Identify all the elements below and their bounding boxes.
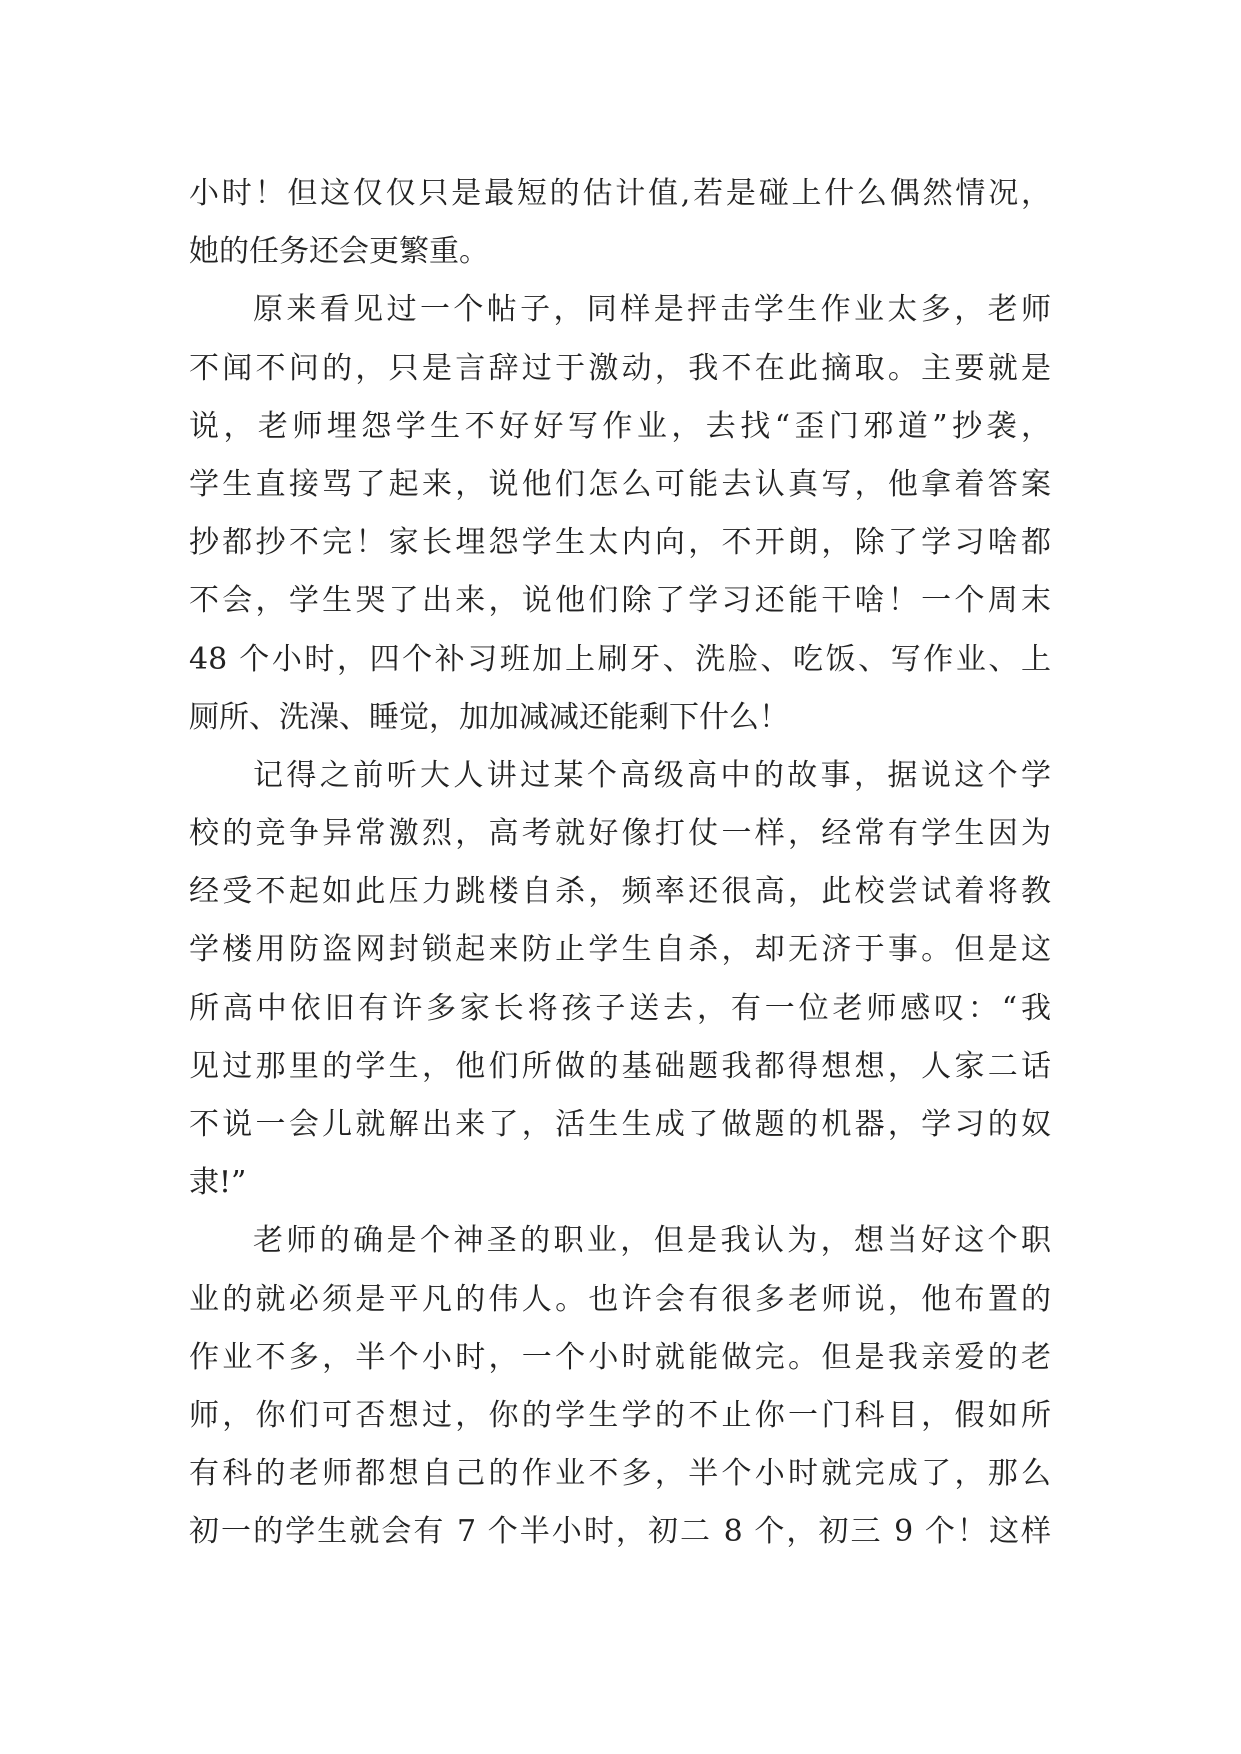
text-line: 小时！但这仅仅只是最短的估计值,若是碰上什么偶然情况， xyxy=(189,176,1051,211)
text-line: 48 个小时，四个补习班加上刷牙、洗脸、吃饭、写作业、上 xyxy=(189,641,1051,677)
text-line: 不说一会儿就解出来了，活生生成了做题的机器，学习的奴 xyxy=(189,1107,1051,1142)
paragraph-continued xyxy=(189,165,1051,281)
text-line: 见过那里的学生，他们所做的基础题我都得想想，人家二话 xyxy=(189,1048,1051,1084)
text-line: 经受不起如此压力跳楼自杀，频率还很高，此校尝试着将教 xyxy=(189,874,1051,910)
text-line: 不会，学生哭了出来，说他们除了学习还能干啥！一个周末 xyxy=(189,583,1051,619)
paragraph-teacher-profession xyxy=(189,1212,1051,1561)
text-line: 说，老师埋怨学生不好好写作业，去找“歪门邪道”抄袭， xyxy=(189,408,1051,444)
text-line: 不闻不问的，只是言辞过于激动，我不在此摘取。主要就是 xyxy=(189,350,1051,386)
paragraph-homework-post xyxy=(189,281,1051,747)
text-line: 师，你们可否想过，你的学生学的不止你一门科目，假如所 xyxy=(189,1397,1051,1433)
text-line: 她的任务还会更繁重。 xyxy=(189,234,489,270)
text-line: 记得之前听大人讲过某个高级高中的故事，据说这个学 xyxy=(253,757,1051,793)
text-line: 所高中依旧有许多家长将孩子送去，有一位老师感叹：“我 xyxy=(189,990,1051,1026)
text-line: 隶!” xyxy=(189,1165,247,1201)
text-line: 校的竞争异常激烈，高考就好像打仗一样，经常有学生因为 xyxy=(189,816,1051,852)
text-line: 原来看见过一个帖子，同样是抨击学生作业太多，老师 xyxy=(253,292,1051,328)
text-line: 初一的学生就会有 7 个半小时，初二 8 个，初三 9 个！这样 xyxy=(189,1514,1051,1550)
paragraph-high-school-story xyxy=(189,747,1051,1213)
document-body xyxy=(189,165,1051,1562)
text-line: 学生直接骂了起来，说他们怎么可能去认真写，他拿着答案 xyxy=(189,466,1051,502)
text-line: 抄都抄不完！家长埋怨学生太内向，不开朗，除了学习啥都 xyxy=(189,525,1051,561)
text-line: 厕所、洗澡、睡觉，加加减减还能剩下什么！ xyxy=(189,699,789,735)
text-line: 业的就必须是平凡的伟人。也许会有很多老师说，他布置的 xyxy=(189,1281,1051,1317)
text-line: 学楼用防盗网封锁起来防止学生自杀，却无济于事。但是这 xyxy=(189,932,1051,968)
text-line: 有科的老师都想自己的作业不多，半个小时就完成了，那么 xyxy=(189,1456,1051,1492)
text-line: 老师的确是个神圣的职业，但是我认为，想当好这个职 xyxy=(253,1223,1051,1259)
text-line: 作业不多，半个小时，一个小时就能做完。但是我亲爱的老 xyxy=(189,1339,1051,1375)
